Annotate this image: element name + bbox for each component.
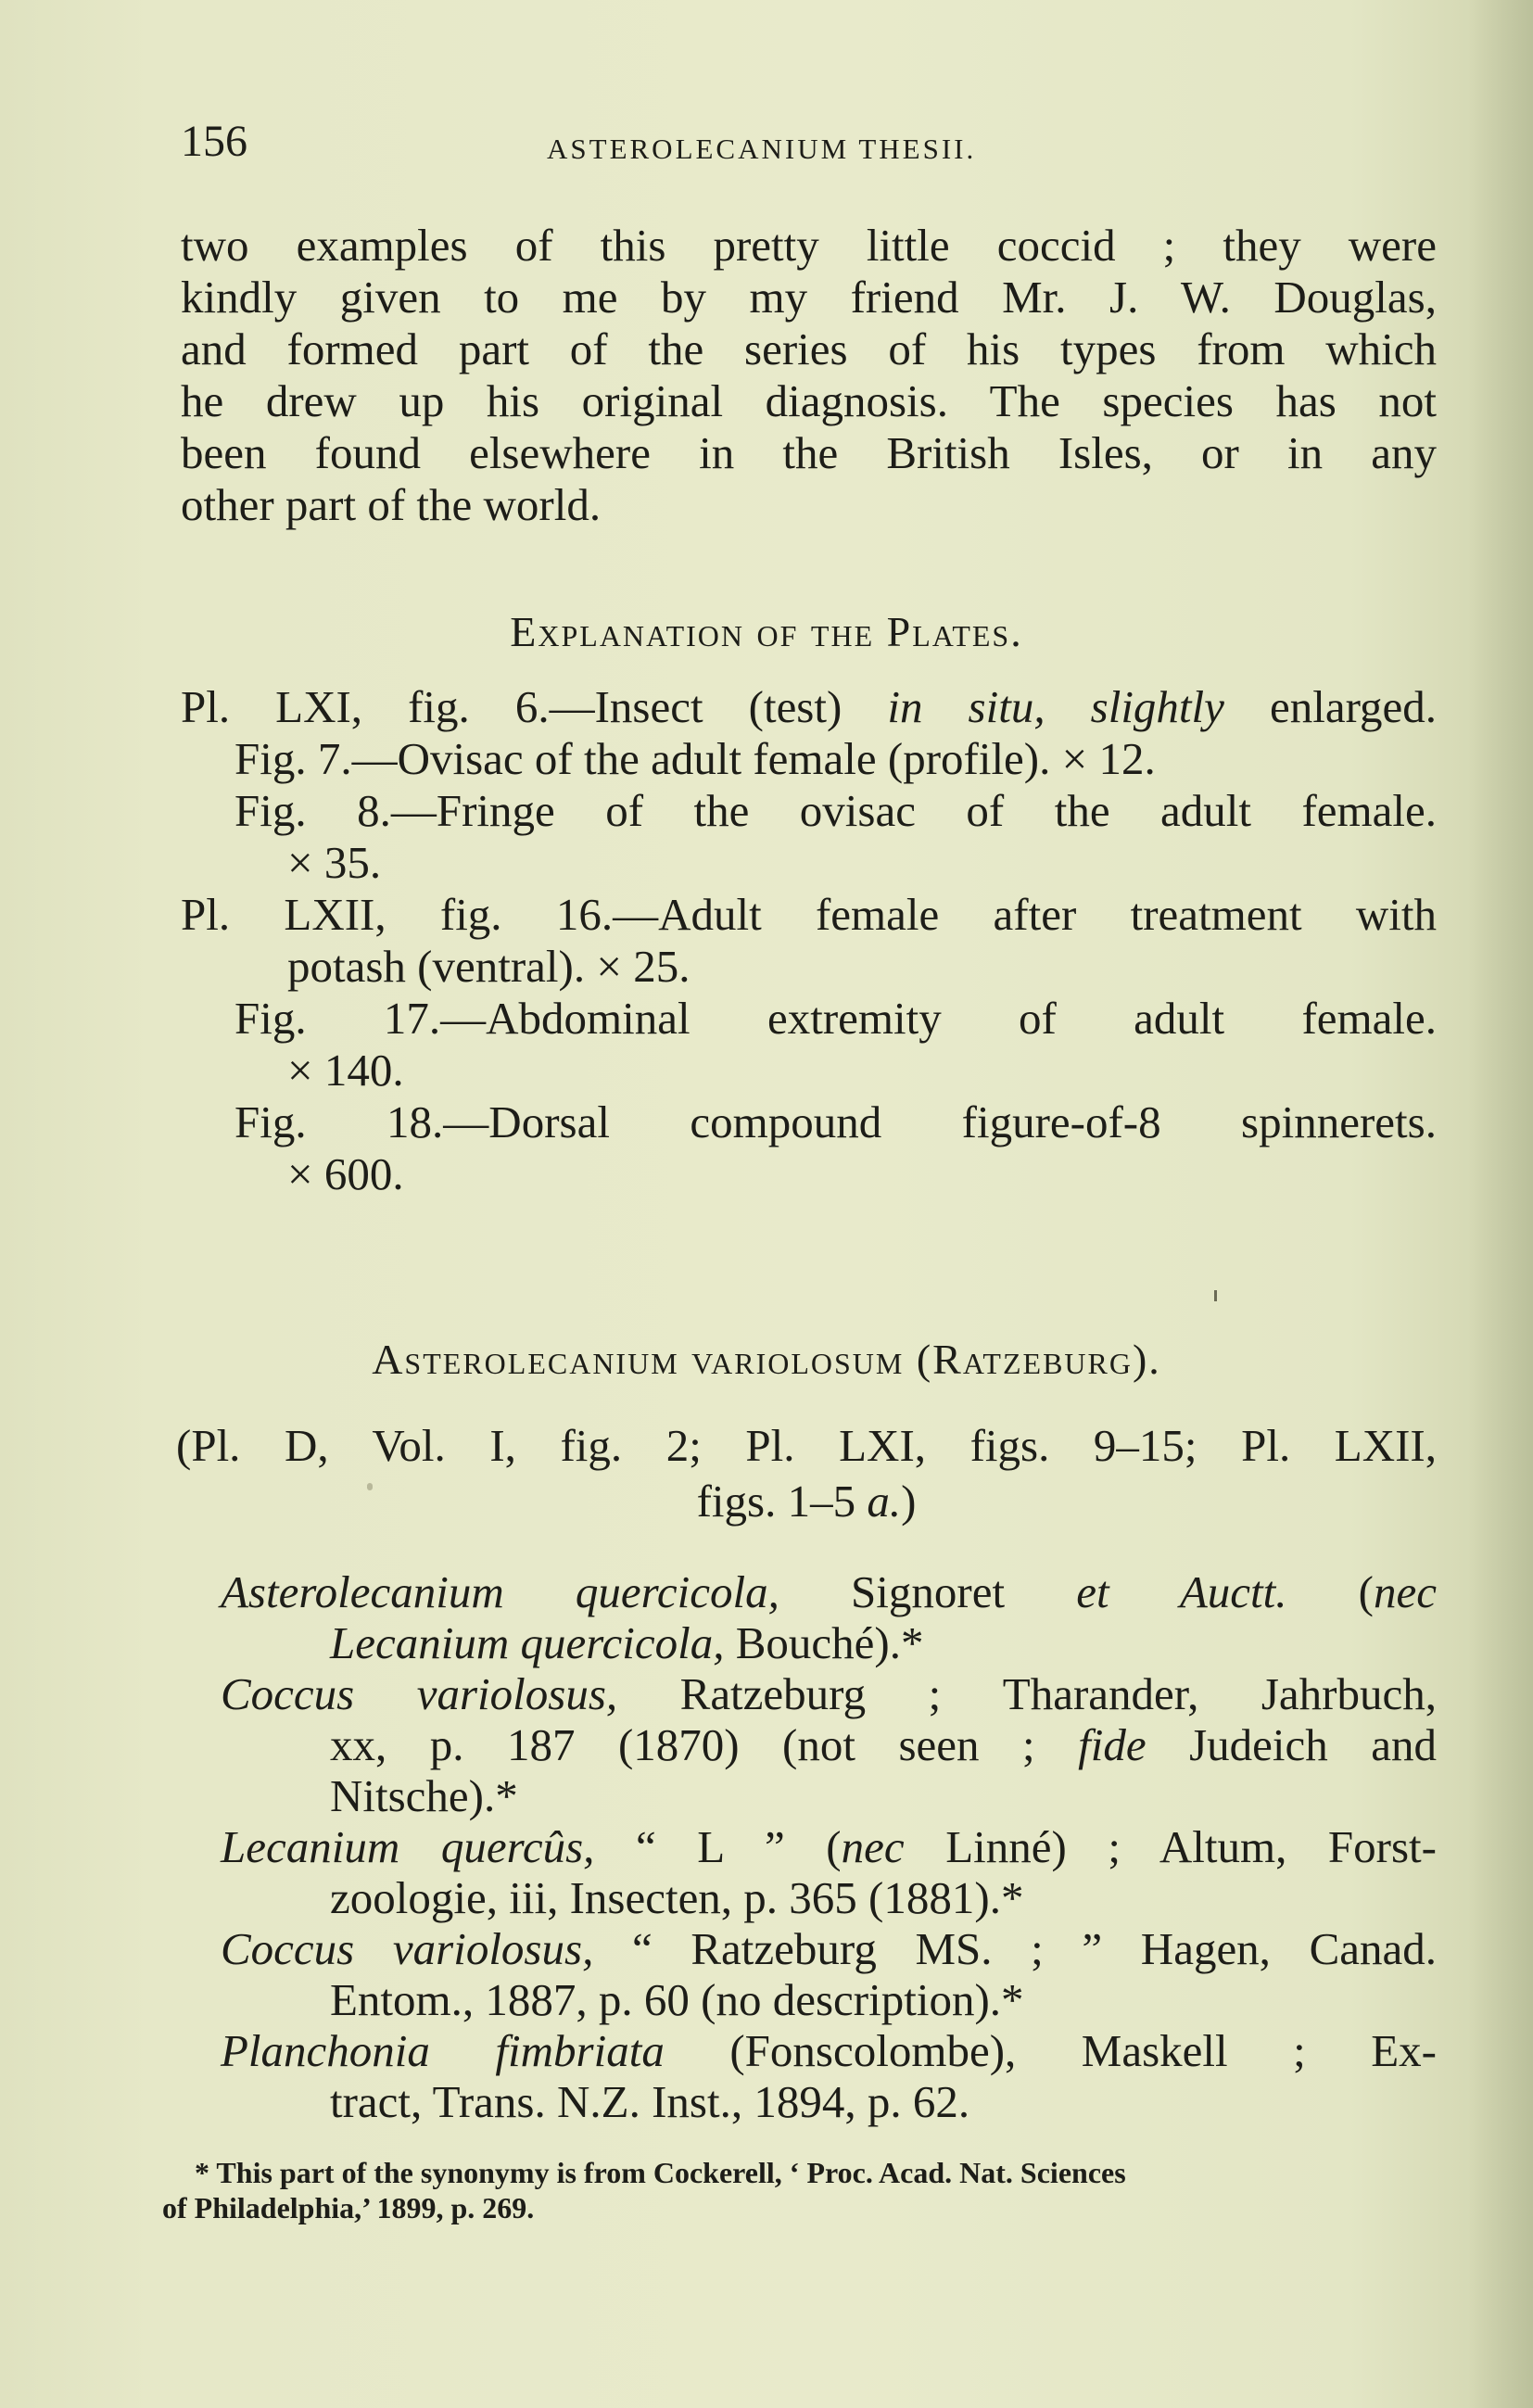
paragraph-line: and formed part of the series of his types from which — [181, 323, 1437, 374]
paragraph-line: he drew up his original diagnosis. The species has not — [181, 375, 1437, 426]
synonym-continuation: tract, Trans. N.Z. Inst., 1894, p. 62. — [330, 2076, 970, 2127]
synonym-italic: fide — [1078, 1719, 1147, 1770]
paragraph-line: two examples of this pretty little coccid ; they were — [181, 220, 1437, 271]
page-header — [181, 116, 1441, 181]
synonym-entry — [221, 1821, 1437, 1872]
synonym-entry — [221, 1566, 1437, 1617]
synonym-name: Asterolecanium quercicola, — [221, 1566, 779, 1617]
plate-entry-continuation: × 600. — [287, 1148, 404, 1199]
footnote-line: of Philadelphia,’ 1899, p. 269. — [162, 2191, 535, 2224]
plate-entry-lead: Pl. LXI, fig. 6.—Insect (test) — [181, 681, 888, 732]
explanation-heading: Explanation of the Plates. — [510, 608, 1023, 655]
synonym-continuation — [221, 1617, 1437, 1668]
plate-entry: Fig. 7.—Ovisac of the adult female (profile). × 12. — [234, 733, 1156, 784]
synonym-italic: nec — [1374, 1566, 1437, 1617]
synonym-text: xx, p. 187 (1870) (not seen ; — [330, 1719, 1079, 1770]
paragraph-line: other part of the world. — [181, 479, 602, 530]
paragraph-line: been found elsewhere in the British Isles, or in any — [181, 427, 1437, 478]
synonym-entry — [221, 2025, 1437, 2076]
plate-reference-line: (Pl. D, Vol. I, fig. 2; Pl. LXI, figs. 9–15; Pl. LXII, — [176, 1420, 1437, 1471]
print-mark — [1214, 1290, 1217, 1301]
running-head: ASTEROLECANIUM THESII. — [547, 133, 977, 165]
synonym-text: Linné) ; Altum, Forst- — [904, 1821, 1437, 1872]
synonym-text: ( — [1286, 1566, 1374, 1617]
species-heading: Asterolecanium variolosum (Ratzeburg). — [372, 1336, 1161, 1383]
page-edge-shadow — [1468, 0, 1533, 2408]
synonym-name: Planchonia fimbriata — [221, 2025, 665, 2076]
plate-entry-tail: enlarged. — [1223, 681, 1438, 732]
synonym-continuation: Entom., 1887, p. 60 (no description).* — [330, 1974, 1024, 2025]
plate-reference-line — [176, 1474, 1437, 1529]
footnote-line: * This part of the synonymy is from Cockerell, ‘ Proc. Acad. Nat. Sciences — [195, 2156, 1126, 2189]
plate-entry-continuation: × 140. — [287, 1045, 404, 1096]
plate-ref-text: figs. 1–5 — [696, 1476, 868, 1527]
plate-entry: Pl. LXII, fig. 16.—Adult female after treatment with — [181, 889, 1437, 940]
plate-entry-continuation: potash (ventral). × 25. — [287, 941, 690, 992]
synonym-italic: nec — [841, 1821, 905, 1872]
synonym-entry — [221, 1668, 1437, 1719]
intro-paragraph — [181, 220, 1437, 531]
plate-entry: Fig. 17.—Abdominal extremity of adult female. — [234, 993, 1437, 1044]
synonym-continuation — [221, 1719, 1437, 1770]
synonym-text: Bouché).* — [724, 1617, 924, 1668]
synonym-text: Ratzeburg ; Tharander, Jahrbuch, — [617, 1668, 1437, 1719]
paper-speck — [367, 1483, 373, 1490]
synonym-name: Coccus variolosus, — [221, 1923, 594, 1974]
synonym-continuation: zoologie, iii, Insecten, p. 365 (1881).* — [330, 1872, 1024, 1923]
synonym-italic: et Auctt. — [1076, 1566, 1287, 1617]
synonym-text: (Fonscolombe), Maskell ; Ex- — [664, 2025, 1437, 2076]
synonym-italic: Lecanium quercicola, — [330, 1617, 725, 1668]
synonym-entry — [221, 1923, 1437, 1974]
plate-entry — [181, 681, 1437, 733]
species-plate-reference — [176, 1418, 1437, 1529]
footnote — [162, 2155, 1423, 2225]
plate-entry: Fig. 18.—Dorsal compound figure-of-8 spinnerets. — [234, 1096, 1437, 1147]
page-number: 156 — [181, 117, 247, 166]
plate-entry: Fig. 8.—Fringe of the ovisac of the adult female. — [234, 785, 1437, 836]
synonym-text: “ Ratzeburg MS. ; ” Hagen, Canad. — [593, 1923, 1438, 1974]
paragraph-line: kindly given to me by my friend Mr. J. W. Douglas, — [181, 272, 1437, 323]
plate-ref-italic: a. — [867, 1476, 902, 1527]
plate-ref-text: ) — [901, 1476, 917, 1527]
synonym-continuation: Nitsche).* — [330, 1770, 518, 1821]
synonymy-list — [221, 1566, 1437, 2127]
plate-explanations — [181, 681, 1437, 1200]
synonym-name: Coccus variolosus, — [221, 1668, 618, 1719]
plate-entry-italic: in situ, slightly — [887, 681, 1224, 732]
synonym-name: Lecanium quercûs, — [221, 1821, 595, 1872]
synonym-text: “ L ” ( — [594, 1821, 842, 1872]
plate-entry-continuation: × 35. — [287, 837, 382, 888]
synonym-text: Judeich and — [1146, 1719, 1437, 1770]
synonym-text: Signoret — [779, 1566, 1077, 1617]
